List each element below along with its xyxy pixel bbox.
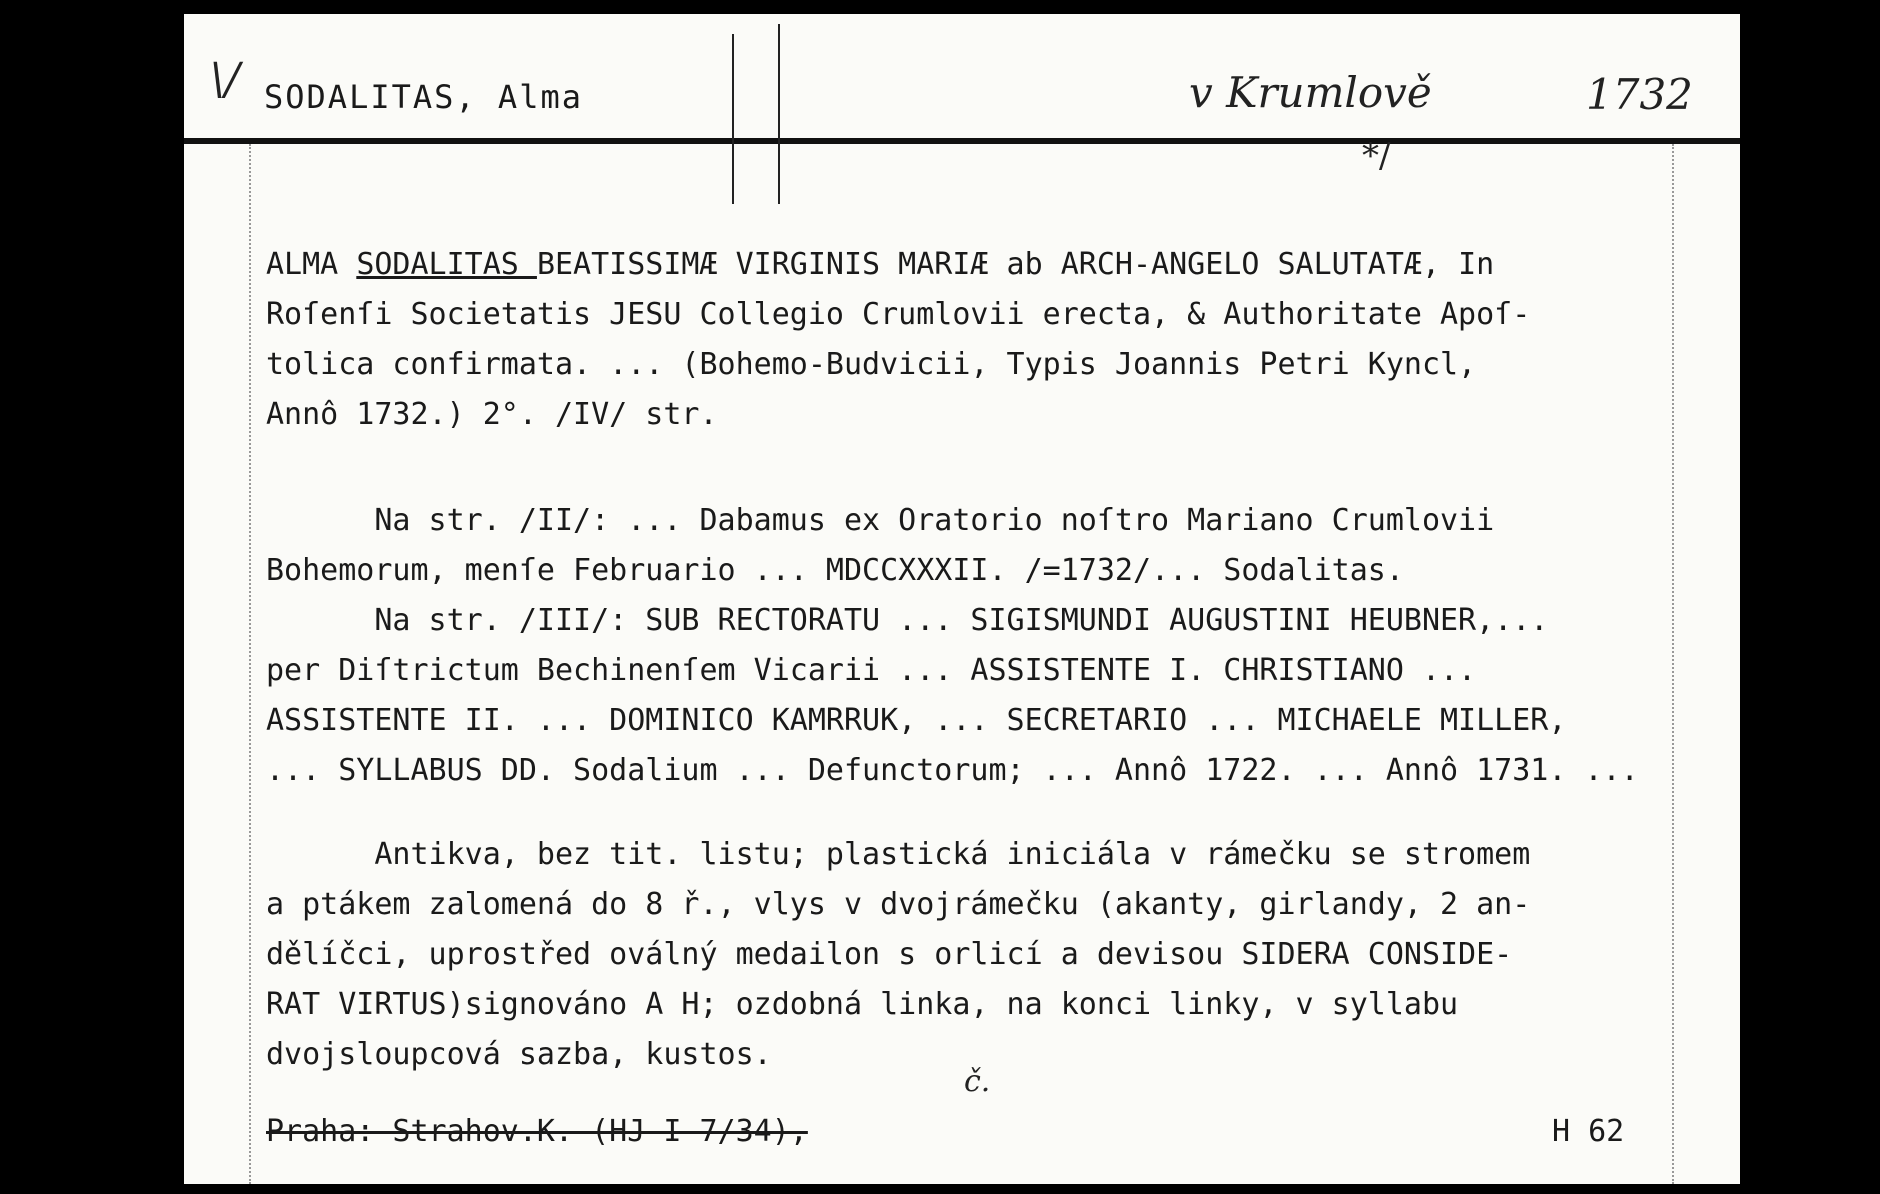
handwritten-year: 1732 — [1586, 70, 1693, 119]
description-line: dělíčci, uprostřed oválný medailon s orlicí a devisou SIDERA CONSIDE- — [266, 937, 1513, 972]
handwritten-correction: č. — [964, 1064, 991, 1099]
handwritten-place: v Krumlově — [1189, 68, 1432, 117]
holding-location: Praha: Strahov.K. (HJ I 7/34), — [266, 1114, 808, 1149]
handwritten-mark: \/ — [210, 54, 240, 105]
entry-line-part: ALMA — [266, 247, 357, 282]
notes-line: Na str. /III/: SUB RECTORATU ... SIGISMUNDI AUGUSTINI HEUBNER,... — [266, 603, 1549, 638]
entry-line: tolica confirmata. ... (Bohemo-Budvicii, Typis Joannis Petri Kyncl, — [266, 347, 1477, 382]
entry-line: Roſenſi Societatis JESU Collegio Crumlovii erecta, & Authoritate Apoſ- — [266, 297, 1531, 332]
header-rule — [184, 138, 1740, 144]
notes-block — [266, 496, 1666, 796]
pen-stroke — [732, 34, 734, 204]
card-heading: SODALITAS, Alma — [264, 78, 583, 116]
right-margin-rule — [1672, 144, 1674, 1184]
entry-line-part: BEATISSIMÆ VIRGINIS MARIÆ ab ARCH-ANGELO SALUTATÆ, In — [536, 247, 1495, 282]
entry-line: Annô 1732.) 2°. /IV/ str. — [266, 397, 718, 432]
entry-keyword: SODALITAS — [356, 247, 537, 282]
pen-stroke — [778, 24, 780, 204]
notes-line: Na str. /II/: ... Dabamus ex Oratorio noſtro Mariano Crumlovii — [266, 503, 1495, 538]
description-line: a ptákem zalomená do 8 ř., vlys v dvojrámečku (akanty, girlandy, 2 an- — [266, 887, 1531, 922]
description-line: RAT VIRTUS)signováno A H; ozdobná linka, na konci linky, v syllabu — [266, 987, 1459, 1022]
notes-line: per Diſtrictum Bechinenſem Vicarii ... ASSISTENTE I. CHRISTIANO ... — [266, 653, 1477, 688]
description-line: Antikva, bez tit. listu; plastická iniciála v rámečku se stromem — [266, 837, 1531, 872]
description-block — [266, 830, 1666, 1080]
description-line: dvojsloupcová sazba, kustos. — [266, 1037, 772, 1072]
shelfmark: H 62 — [1552, 1114, 1625, 1149]
catalog-card — [184, 14, 1740, 1184]
notes-line: ASSISTENTE II. ... DOMINICO KAMRRUK, ... SECRETARIO ... MICHAELE MILLER, — [266, 703, 1567, 738]
notes-line: ... SYLLABUS DD. Sodalium ... Defunctorum; ... Annô 1722. ... Annô 1731. ... — [266, 753, 1639, 788]
handwritten-star-mark: */ — [1362, 136, 1391, 176]
entry-line — [266, 240, 1666, 290]
title-entry — [266, 240, 1666, 440]
left-margin-rule — [249, 144, 251, 1184]
notes-line: Bohemorum, menſe Februario ... MDCCXXXII. /=1732/... Sodalitas. — [266, 553, 1404, 588]
